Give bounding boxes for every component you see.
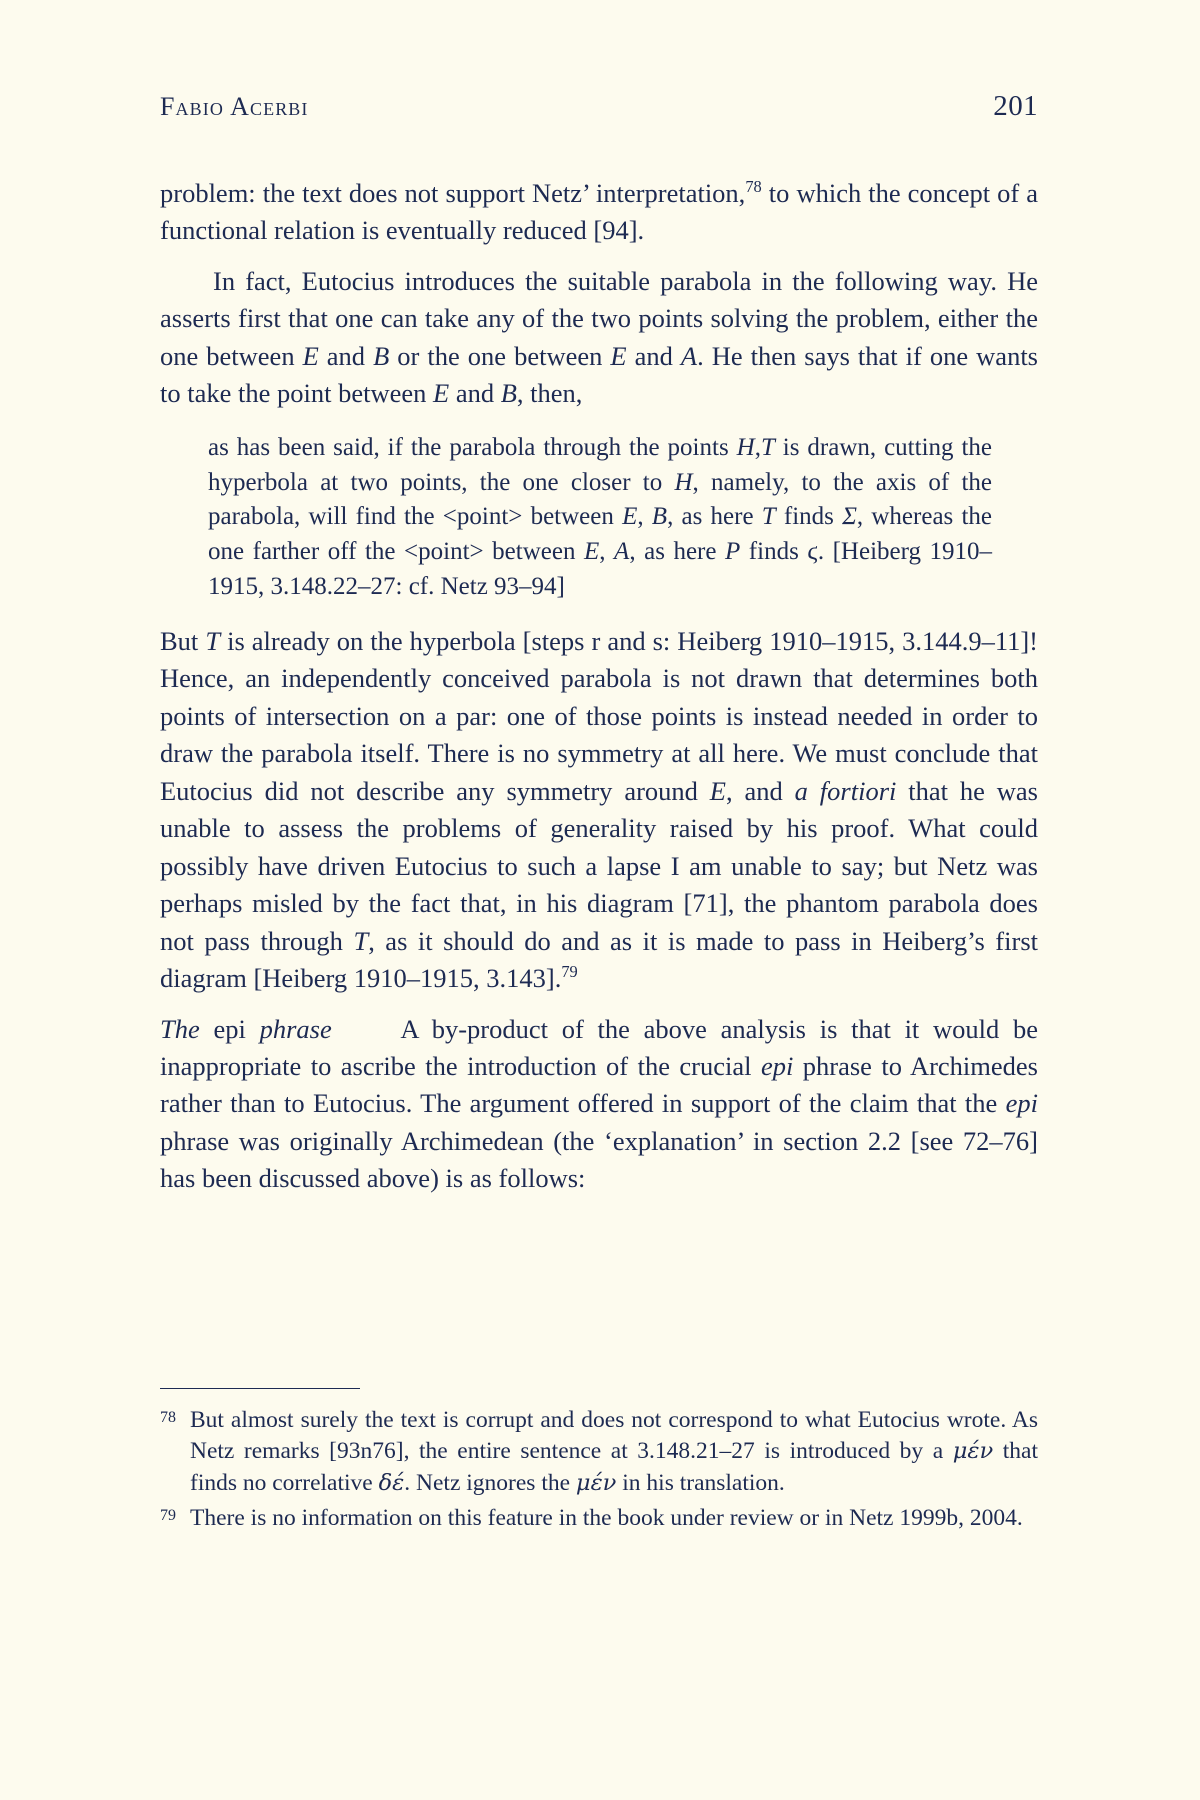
footnote-number: 79 (160, 1507, 176, 1525)
footnotes-section (160, 1388, 1038, 1539)
footnote-item (160, 1405, 1038, 1499)
footnote-item (160, 1503, 1038, 1534)
paragraph-4: The epi phrase A by-product of the above analysis is that it would be inappropriate to ascribe the introduction of the crucial epi phrase to Archimedes rather than to Eutocius. The argument offered in support of the claim that the epi phrase was originally Archimedean (the ‘explanation’ in section 2.2 [see 72–76] has been discussed above) is as follows: (160, 1013, 1039, 1194)
page-number: 201 (993, 90, 1038, 122)
block-quotation: as has been said, if the parabola through the points H,T is drawn, cutting the hyperbola at two points, the one closer to H, namely, to the axis of the parabola, will find the <point> between E, B, as here T finds Σ, whereas the one farther off the <point> between E, A, as here P finds ϛ. [Heiberg 1910–1915, 3.148.22–27: cf. Netz 93–94] (208, 433, 993, 600)
footnote-text: But almost surely the text is corrupt and does not correspond to what Eutocius wrote. As Netz remarks [93n76], the entire sentence at 3.148.21–27 is introduced by a μέν that finds no correlative δέ. Netz ignores the μέν in his translation. (190, 1407, 1038, 1496)
footnote-separator-rule (160, 1388, 360, 1389)
paragraph-2: In fact, Eutocius introduces the suitable parabola in the following way. He asserts first that one can take any of the two points solving the problem, either the one between E and B or the one between E and A. He then says that if one wants to take the point between E and B, then, (160, 265, 1038, 409)
paragraph-3: But T is already on the hyperbola [steps r and s: Heiberg 1910–1915, 3.144.9–11]! Hence, an independently conceived parabola is not drawn that determines both points of intersection on a par: one of those points is instead needed in order to draw the parabola itself. There is no symmetry at all here. We must conclude that Eutocius did not describe any symmetry around E, and a fortiori that he was unable to assess the problems of generality raised by his proof. What could possibly have driven Eutocius to such a lapse I am unable to say; but Netz was perhaps misled by the fact that, in his diagram [71], the phantom parabola does not pass through T, as it should do and as it is made to pass in Heiberg’s first diagram [Heiberg 1910–1915, 3.143].$^{79}$ (160, 625, 1038, 994)
footnote-text: There is no information on this feature in the book under review or in Netz 1999b, 2004. (190, 1505, 1023, 1532)
running-head (160, 90, 1038, 123)
footnote-number: 78 (160, 1409, 176, 1426)
paragraph-1: problem: the text does not support Netz’ interpretation,$^{78}$ to which the concept of a functional relation is eventually reduced [94]. (160, 177, 1038, 246)
page-content (160, 90, 1038, 1200)
running-head-author: Fabio Acerbi (160, 92, 309, 121)
